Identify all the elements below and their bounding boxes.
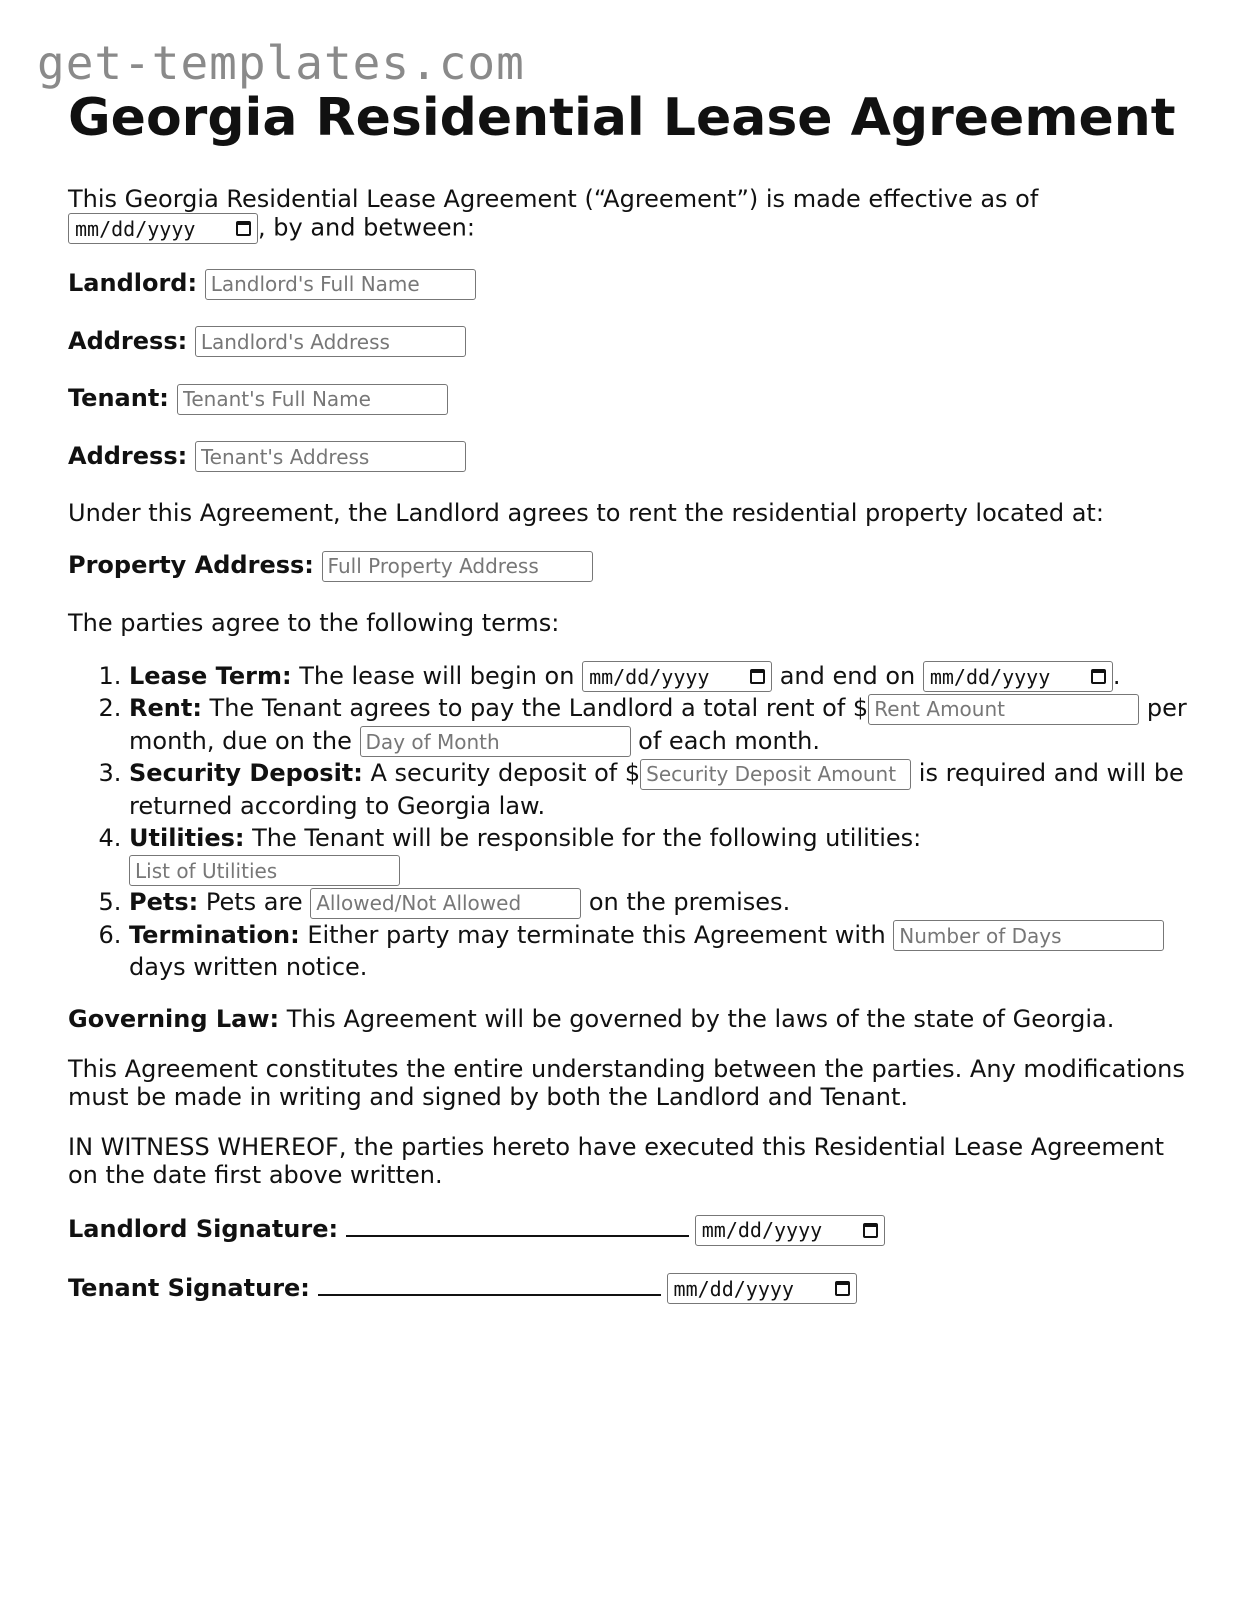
term-pets [129,886,1188,919]
governing-law [68,1005,1188,1033]
tenant-signature-label: Tenant Signature: [68,1273,310,1302]
tenant-address-row [68,441,1188,473]
termination-text2: days written notice. [129,953,368,981]
utilities-field[interactable] [129,855,400,886]
terms-intro: The parties agree to the following terms: [68,608,560,637]
terms-list [68,660,1188,984]
term-termination [129,919,1188,984]
witness-paragraph: IN WITNESS WHEREOF, the parties hereto have executed this Residential Lease Agreement on the date first above written. [68,1133,1165,1189]
landlord-signature-row [68,1213,1188,1246]
landlord-name-field[interactable] [205,269,476,300]
date-placeholder: mm/dd/yyyy [589,664,710,689]
governing-law-text: This Agreement will be governed by the laws of the state of Georgia. [279,1005,1115,1033]
tenant-address-label: Address: [68,441,188,470]
pets-text1: Pets are [198,888,311,916]
tenant-signature-date-input[interactable] [667,1273,857,1304]
calendar-icon[interactable] [750,669,765,684]
effective-date-input[interactable] [68,213,258,244]
term-lease [129,660,1188,693]
calendar-icon[interactable] [835,1281,850,1296]
landlord-address-row [68,326,1188,358]
tenant-name-field[interactable] [177,384,448,415]
landlord-signature-label: Landlord Signature: [68,1215,339,1243]
lease-start-date-input[interactable] [582,661,772,692]
date-placeholder: mm/dd/yyyy [929,664,1051,689]
rent-amount-field[interactable] [868,694,1139,725]
pets-text2: on the premises. [581,888,791,916]
calendar-icon[interactable] [236,221,251,236]
termination-text1: Either party may terminate this Agreement with [299,920,894,949]
lease-term-label: Lease Term: [129,661,292,690]
tenant-label: Tenant: [68,384,169,412]
landlord-signature-line[interactable] [346,1213,689,1237]
tenant-signature-line[interactable] [318,1272,661,1296]
landlord-row [68,268,1188,300]
property-intro: Under this Agreement, the Landlord agrees to rent the residential property located at: [68,499,1104,527]
tenant-address-field[interactable] [195,441,466,472]
rent-text1: The Tenant agrees to pay the Landlord a total rent of $ [201,694,869,722]
rent-text3: of each month. [630,726,820,755]
intro-paragraph [68,185,1188,244]
lease-end-date-input[interactable] [923,661,1113,692]
pets-field[interactable] [310,888,581,919]
deposit-label: Security Deposit: [129,759,363,787]
landlord-label: Landlord: [68,269,198,297]
calendar-icon[interactable] [1091,669,1106,684]
tenant-row [68,383,1188,415]
lease-term-text1: The lease will begin on [291,661,583,690]
rent-label: Rent: [129,694,202,722]
lease-term-text2: and end on [772,661,923,690]
rent-day-field[interactable] [360,726,631,757]
property-row [68,550,1188,582]
landlord-signature-date-input[interactable] [695,1215,885,1246]
date-placeholder: mm/dd/yyyy [75,216,196,241]
watermark: get-templates.com [37,36,525,90]
deposit-amount-field[interactable] [640,759,911,790]
governing-law-label: Governing Law: [68,1005,280,1033]
page-title: Georgia Residential Lease Agreement [68,88,1176,148]
deposit-text2: is required and will be returned according to Georgia law. [129,759,1184,820]
utilities-text1: The Tenant will be responsible for the following utilities: [244,823,922,852]
notice-days-field[interactable] [893,920,1164,951]
termination-label: Termination: [129,920,300,949]
lease-document [68,88,1188,1304]
intro-text: This Georgia Residential Lease Agreement (“Agreement”) is made effective as of [68,185,1039,213]
rent-text2: per month, due on the [129,694,1187,755]
term-rent [129,692,1188,757]
deposit-text1: A security deposit of $ [362,759,641,787]
term-utilities [129,822,1188,887]
date-placeholder: mm/dd/yyyy [701,1218,823,1242]
landlord-address-field[interactable] [195,326,466,357]
property-label: Property Address: [68,551,314,579]
landlord-address-label: Address: [68,326,188,355]
date-placeholder: mm/dd/yyyy [673,1276,794,1301]
pets-label: Pets: [129,888,199,916]
intro-after-date: , by and between: [258,213,475,242]
utilities-label: Utilities: [129,823,245,852]
entire-agreement: This Agreement constitutes the entire understanding between the parties. Any modifications must be made in writing and signed by both the Landlord and Tenant. [68,1055,1185,1111]
lease-term-text3: . [1112,661,1121,690]
tenant-signature-row [68,1272,1188,1305]
term-deposit [129,757,1188,822]
calendar-icon[interactable] [863,1223,878,1238]
property-address-field[interactable] [322,551,593,582]
